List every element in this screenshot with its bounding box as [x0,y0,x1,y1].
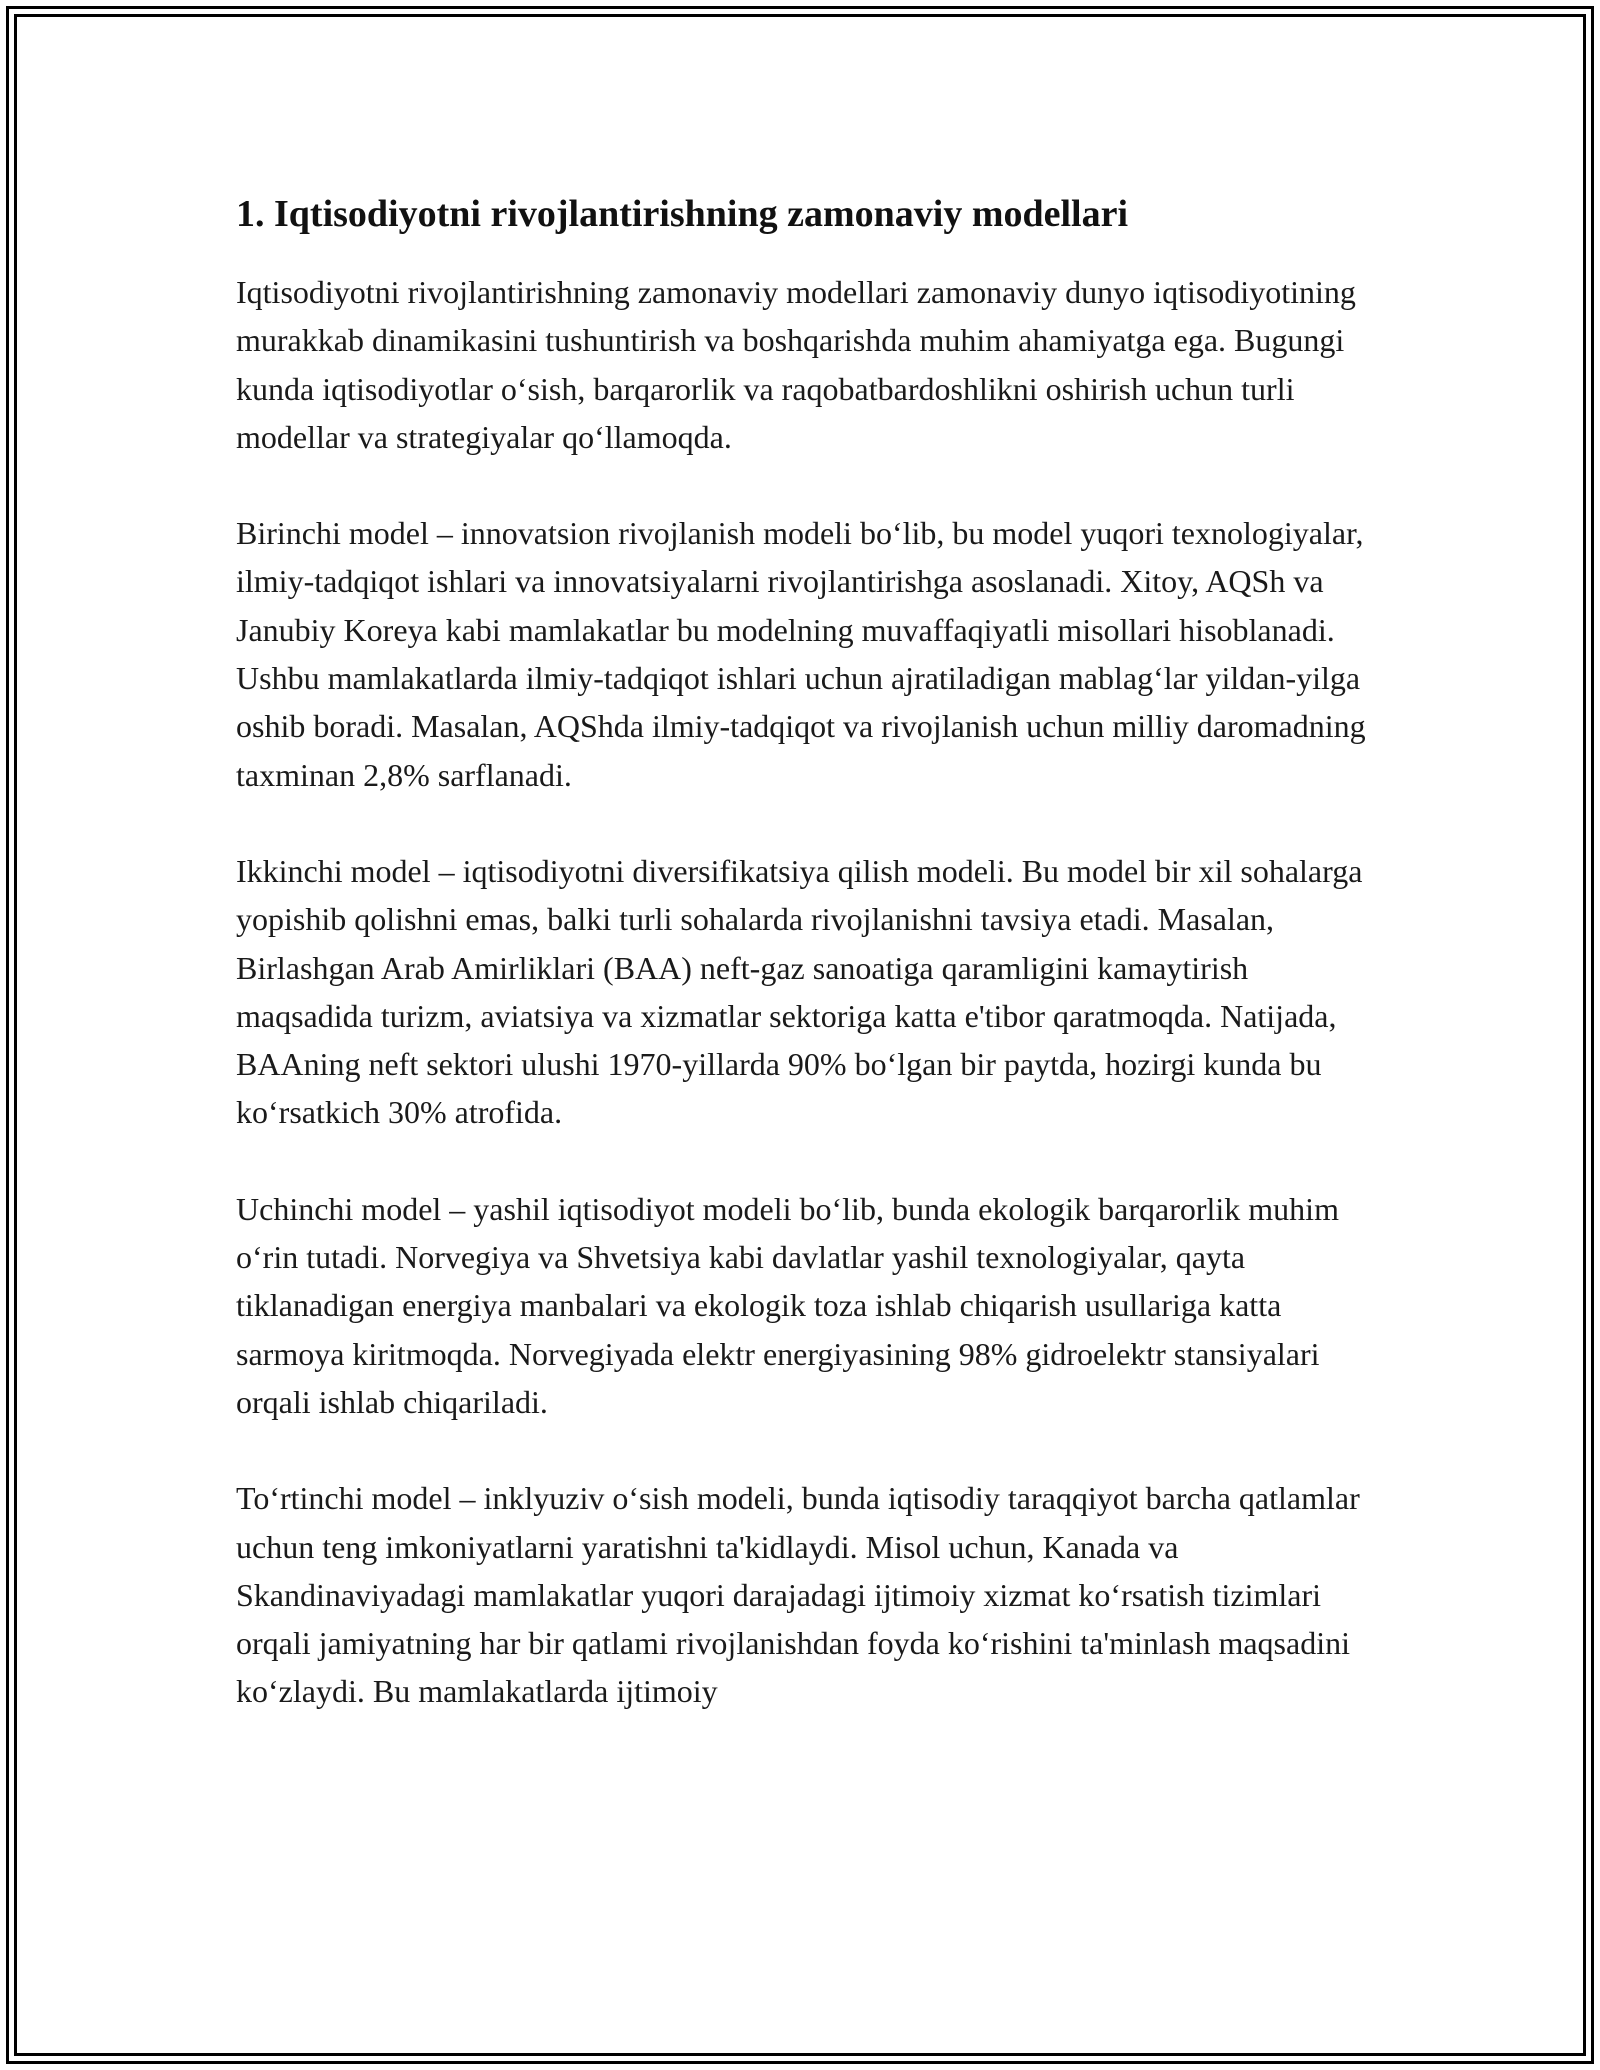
paragraph-second-model: Ikkinchi model – iqtisodiyotni diversifikatsiya qilish modeli. Bu model bir xil sohalarga yopishib qolishni emas, balki turli sohalarda rivojlanishni tavsiya etadi. Masalan, Birlashgan Arab Amirliklari (BAA) neft-gaz sanoatiga qaramligini kamaytirish maqsadida turizm, aviatsiya va xizmatlar sektoriga katta e'tibor qaratmoqda. Natijada, BAAning neft sektori ulushi 1970-yillarda 90% bo‘lgan bir paytda, hozirgi kunda bu ko‘rsatkich 30% atrofida. [236,852,1363,1131]
paragraph-intro: Iqtisodiyotni rivojlantirishning zamonaviy modellari zamonaviy dunyo iqtisodiyotining murakkab dinamikasini tushuntirish va boshqarishda muhim ahamiyatga ega. Bugungi kunda iqtisodiyotlar o‘sish, barqarorlik va raqobatbardoshlikni oshirish uchun turli modellar va strategiyalar qo‘llamoqda. [236,274,1356,455]
paragraph-first-model: Birinchi model – innovatsion rivojlanish modeli bo‘lib, bu model yuqori texnologiyalar, ilmiy-tadqiqot ishlari va innovatsiyalarni rivojlantirishga asoslanadi. Xitoy, AQSh va Janubiy Koreya kabi mamlakatlar bu modelning muvaffaqiyatli misollari hisoblanadi. Ushbu mamlakatlarda ilmiy-tadqiqot ishlari uchun ajratiladigan mablag‘lar yildan-yilga oshib boradi. Masalan, AQShda ilmiy-tadqiqot va rivojlanish uchun milliy daromadning taxminan 2,8% sarflanadi. [236,515,1366,793]
paragraph-third-model: Uchinchi model – yashil iqtisodiyot modeli bo‘lib, bunda ekologik barqarorlik muhim o‘rin tutadi. Norvegiya va Shvetsiya kabi davlatlar yashil texnologiyalar, qayta tiklanadigan energiya manbalari va ekologik toza ishlab chiqarish usullariga katta sarmoya kiritmoqda. Norvegiyada elektr energiyasining 98% gidroelektr stansiyalari orqali ishlab chiqariladi. [236,1190,1339,1420]
section-heading: 1. Iqtisodiyotni rivojlantirishning zamonaviy modellari [236,193,1129,235]
document-body [236,186,1376,1764]
paragraph-fourth-model: To‘rtinchi model – inklyuziv o‘sish modeli, bunda iqtisodiy taraqqiyot barcha qatlamlar uchun teng imkoniyatlarni yaratishni ta'kidlaydi. Misol uchun, Kanada va Skandinaviyadagi mamlakatlar yuqori darajadagi ijtimoiy xizmat ko‘rsatish tizimlari orqali jamiyatning har bir qatlami rivojlanishdan foyda ko‘rishini ta'minlash maqsadini ko‘zlaydi. Bu mamlakatlarda ijtimoiy [236,1480,1360,1710]
